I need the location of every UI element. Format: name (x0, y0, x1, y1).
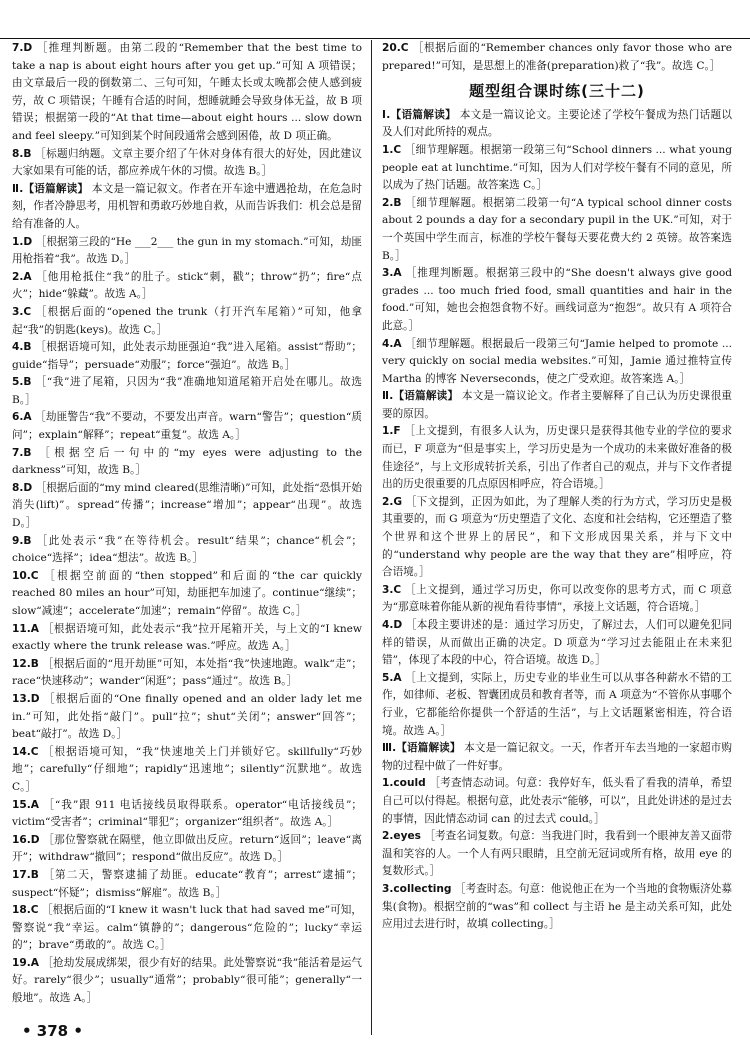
item-number: 7. (12, 446, 24, 459)
answer-item (382, 423, 732, 493)
item-explanation: ［“我”进了尾箱，只因为“我”准确地知道尾箱开启处在哪儿。故选 B。］ (12, 376, 362, 406)
answer-item (12, 656, 362, 691)
item-explanation: ［根据后面的“甩开劫匪”可知，本处指“我”快速地跑。walk“走”；race“快速移动”；wander“闲逛”；pass“通过”。故选 B。］ (12, 657, 362, 688)
item-answer: A (30, 956, 39, 969)
answer-item (12, 480, 362, 533)
item-explanation: ［考查名词复数。句意：当我进门时，我看到一个眼神友善又面带温和笑容的人。一个人有两只眼睛，且空前无冠词或所有格，故用 eye 的复数形式。］ (382, 830, 732, 878)
answer-item (12, 339, 362, 374)
item-explanation: ［劫匪警告“我”不要动，不要发出声音。warn“警告”；question“质问”；explain“解释”；repeat“重复”。故选 A。］ (12, 411, 362, 442)
item-number: 3. (382, 267, 394, 280)
section-text: 本文是一篇议论文。主要论述了学校午餐成为热门话题以及人们对此所持的观点。 (382, 108, 732, 139)
answer-item (12, 40, 362, 146)
item-explanation: ［上文提到，有很多人认为，历史课只是获得其他专业的学位的要求而已，F 项意为“但是事实上，学习历史是为一个成功的未来做好准备的极佳途径”，与上文形成转折关系，引出了作者自己的观点，并与下文作者提出的历史很重要的几点原因相呼应，符合语境。］ (382, 425, 733, 491)
answer-item (12, 568, 362, 621)
item-answer: A (23, 411, 32, 424)
item-number: 2. (12, 270, 24, 283)
item-explanation: ［细节理解题。根据最后一段第三句“Jamie helped to promote ... very quickly on social media websites.”可知，Jamie 通过推特宣传 Martha 的博客 Neverseconds，使之广受欢迎。故答案选 A。］ (382, 337, 733, 385)
item-answer: C (30, 904, 39, 917)
item-number: 9. (12, 534, 24, 547)
item-answer: B (23, 147, 32, 160)
item-explanation: ［推理判断题。由第二段的“Remember that the best time to take a nap is about eight hours after you get up.”可知 A 项错误；由文章最后一段的倒数第二、三句可知，午睡太长或太晚都会使人感到疲劳，故 C 项错误；午睡有合适的时间，想睡就睡会导致身体无益，故 B 项错误；根据第一段的“At that time—about eight hours ... slow down and feel sleepy.”可知到某个时间段通常会感到困倦，故 D 项正确。 (12, 42, 362, 142)
item-number: 18. (12, 904, 31, 917)
answer-item (382, 670, 732, 740)
item-answer: A (30, 798, 39, 811)
answer-item (12, 269, 362, 304)
item-explanation: ［根据空后一句中的“my eyes were adjusting to the darkness”可知，故选 B。］ (12, 446, 362, 477)
answer-item (382, 828, 732, 881)
answer-item (382, 336, 732, 389)
item-explanation: ［根据第三段的“He ___2___ the gun in my stomach.”可知，劫匪用枪指着“我”。故选 D。］ (12, 235, 363, 266)
item-number: 16. (12, 833, 31, 846)
answer-item (12, 744, 362, 797)
section-intro (382, 388, 732, 423)
item-explanation: ［他用枪抵住“我”的肚子。stick“刺，戳”；throw“扔”；fire“点火”；hide“躲藏”。故选 A。］ (12, 270, 362, 301)
item-number: 2. (382, 830, 394, 843)
item-number: 6. (12, 411, 24, 424)
item-number: 14. (12, 745, 31, 758)
item-explanation: ［考查时态。句意：他说他正在为一个当地的食物赈济处募集(食物)。根据空前的“was”和 collect 与主语 he 是主动关系可知，此处应用过去进行时，故填 collecting。］ (382, 882, 732, 931)
item-explanation: ［根据空前面的“then stopped”和后面的“the car quickly reached 80 miles an hour”可知，劫匪把车加速了。continue“继续”；slow“减速”；accelerate“加速”；remain“停留”。故选 C。］ (12, 569, 362, 617)
item-answer: D (30, 833, 40, 846)
item-answer: C (393, 583, 402, 596)
item-number: 12. (12, 657, 31, 670)
item-number: 19. (12, 956, 31, 969)
item-explanation: ［第二天，警察逮捕了劫匪。educate“教育”；arrest“逮捕”；suspect“怀疑”；dismiss“解雇”。故选 B。］ (12, 868, 363, 899)
item-number: 20. (382, 42, 401, 54)
item-number: 4. (382, 619, 394, 631)
section-text: 本文是一篇议论文。作者主要解释了自己认为历史课很重要的原因。 (382, 390, 732, 420)
answer-item (12, 146, 362, 181)
item-answer: G (393, 495, 403, 508)
item-number: 4. (12, 341, 24, 354)
item-number: 17. (12, 868, 31, 881)
item-explanation: ［标题归纳题。文章主要介绍了午休对身体有很大的好处，因此建议大家如果有可能的话，都应养成午休的习惯。故选 B。］ (12, 147, 362, 178)
item-number: 15. (12, 798, 31, 811)
answer-item (382, 195, 732, 265)
answer-item (12, 374, 362, 409)
item-answer: C (393, 143, 402, 156)
item-number: 1. (382, 425, 394, 438)
answer-item (382, 142, 732, 195)
answer-item (12, 797, 362, 832)
item-number: 7. (12, 42, 24, 54)
section-text: 本文是一篇记叙文。作者在开车途中遭遇抢劫，在危急时刻，作者冷静思考，用机智和勇敢巧妙地自救，从而告诉我们：机会总是留给有准备的人。 (12, 182, 362, 230)
item-answer: B (23, 376, 32, 389)
item-number: 11. (12, 622, 31, 635)
item-number: 1. (382, 777, 394, 790)
item-explanation: ［根据后面的“I knew it wasn't luck that had saved me”可知，警察说“我”幸运。calm“镇静的”；dangerous“危险的”；lucky“幸运的”；brave“勇敢的”。故选 C。］ (12, 904, 363, 952)
item-explanation: ［根据后面的“Remember chances only favor those who are prepared!”可知，是思想上的准备(preparation)救了“我”。故选 C。］ (382, 42, 732, 72)
item-answer: B (393, 196, 402, 209)
item-answer: B (23, 446, 32, 459)
item-explanation: ［推理判断题。根据第三段中的“She doesn't always give good grades ... too much fried food, small quantities and hair in the food.”可知，她也会抱怨食物不好。画线词意为“抱怨”。故只有 A 项符合此意。］ (382, 267, 733, 332)
item-answer: D (23, 42, 33, 54)
section-intro (382, 740, 732, 775)
item-explanation: ［细节理解题。根据第二段第一句“A typical school dinner costs about 2 pounds a day for a secondary pupil in the UK.”可知，对于一个英国中学生而言，标准的学校午餐每天要花费大约 2 英镑。故答案选 B。］ (382, 196, 732, 262)
item-explanation: ［下文提到，正因为如此，为了理解人类的行为方式，学习历史是极其重要的，而 G 项意为“历史塑造了文化、态度和社会结构，它还塑造了整个世界和这个世界上的居民”，和下文形成因果关系，并与下文中的“understand why people are the way that they are”相呼应，符合语境。］ (382, 495, 733, 579)
item-explanation: ［“我”跟 911 电话接线员取得联系。operator“电话接线员”；victim“受害者”；criminal“罪犯”；organizer“组织者”。故选 A。］ (12, 798, 363, 829)
top-rule (0, 38, 750, 39)
item-answer: C (30, 569, 39, 582)
item-number: 5. (382, 671, 394, 684)
left-column (12, 40, 362, 1008)
item-answer: F (393, 425, 401, 438)
item-explanation: ［根据语境可知，此处表示劫匪强迫“我”进入尾箱。assist“帮助”；guide“指导”；persuade“劝服”；force“强迫”。故选 B。］ (12, 341, 362, 371)
item-answer: D (23, 235, 33, 248)
item-number: 3. (382, 882, 394, 895)
item-explanation: ［根据后面的“One finally opened and an older lady let me in.”可知，此处指“敲门”。pull“拉”；shut“关闭”；answer“回答”；beat“敲打”。故选 D。］ (12, 692, 362, 741)
item-answer: A (23, 270, 32, 283)
item-explanation: ［抢劫发展成绑架，很少有好的结果。此处警察说“我”能活着是运气好。rarely“很少”；usually“通常”；probably“很可能”；generally“一般地”。故选 A。］ (12, 956, 362, 1005)
right-column (382, 40, 732, 934)
item-answer: D (23, 481, 33, 494)
item-number: 1. (12, 235, 24, 248)
answer-item (12, 533, 362, 568)
item-number: 4. (382, 337, 394, 350)
item-explanation: ［上文提到，通过学习历史，你可以改变你的思考方式，而 C 项意为“那意味着你能从新的视角看待事情”，承接上文话题，符合语境。］ (382, 583, 732, 614)
section-text: 本文是一篇记叙文。一天，作者开车去当地的一家超市购物的过程中做了一件好事。 (382, 742, 733, 772)
answer-item (382, 265, 732, 335)
item-answer: C (30, 745, 39, 758)
section-heading: 题型组合课时练(三十二) (469, 82, 645, 101)
item-explanation: ［本段主要讲述的是：通过学习历史，了解过去，人们可以避免犯同样的错误，从而做出正确的决定。D 项意为“学习过去能阻止在未来犯错”，体现了本段的中心，符合语境。故选 D。］ (382, 619, 732, 667)
answer-item (12, 234, 362, 269)
section-intro (382, 107, 732, 142)
item-number: 10. (12, 569, 31, 582)
item-answer: B (30, 657, 39, 670)
item-number: 2. (382, 196, 394, 209)
item-number: 13. (12, 692, 31, 705)
item-answer: collecting (393, 882, 452, 895)
item-answer: B (23, 341, 32, 354)
item-explanation: ［根据后面的“opened the trunk（打开汽车尾箱）”可知，他拿起“我”的钥匙(keys)。故选 C。］ (12, 305, 362, 336)
item-number: 3. (382, 583, 394, 596)
item-answer: A (393, 671, 402, 684)
item-number: 3. (12, 305, 24, 318)
item-answer: A (393, 267, 402, 280)
answer-item (382, 617, 732, 670)
item-explanation: ［根据后面的“my mind cleared(思维清晰)”可知，此处指“恐惧开始消失(lift)”。spread“传播”；increase“增加”；appear“出现”。故选 D。］ (12, 481, 362, 530)
item-explanation: ［上文提到，实际上，历史专业的毕业生可以从事各种薪水不错的工作，如律师、老板、智囊团成员和教育者等，而 A 项意为“不管你从事哪个行业，它都能给你提供一个舒适的生活”，与上文话题紧密相连，符合语境。故选 A。］ (382, 671, 733, 737)
item-answer: B (30, 868, 39, 881)
item-explanation: ［根据语境可知，“我”快速地关上门并锁好它。skillfully“巧妙地”；carefully“仔细地”；rapidly“迅速地”；silently“沉默地”。故选 C。］ (12, 745, 362, 793)
item-explanation: ［考查情态动词。句意：我停好车，低头看了看我的清单，希望自己可以付得起。根据句意，此处表示“能够，可以”，且此处讲述的是过去的事情，因此情态动词 can 的过去式 could。］ (382, 777, 732, 825)
answer-item (12, 902, 362, 955)
answer-item (12, 445, 362, 480)
item-answer: B (23, 534, 32, 547)
item-answer: could (393, 777, 426, 790)
item-answer: C (400, 42, 409, 54)
item-explanation: ［此处表示“我”在等待机会。result“结果”；chance“机会”；choice“选择”；idea“想法”。故选 B。］ (12, 534, 362, 565)
answer-item (382, 494, 732, 582)
answer-item (12, 621, 362, 656)
item-explanation: ［根据语境可知，此处表示“我”拉开尾箱开关，与上文的“I knew exactly where the trunk release was.”呼应。故选 A。］ (12, 622, 362, 653)
item-number: 2. (382, 495, 394, 508)
answer-item (382, 582, 732, 617)
answer-item (382, 775, 732, 828)
section-tag: Ⅱ.【语篇解读】 (382, 390, 459, 403)
answer-item (12, 409, 362, 444)
item-number: 5. (12, 376, 24, 389)
item-explanation: ［那位警察就在隔壁，他立即做出反应。return“返回”；leave“离开”；withdraw“撤回”；respond“做出反应”。故选 D。］ (12, 833, 362, 864)
item-answer: eyes (393, 830, 421, 843)
item-explanation: ［细节理解题。根据第一段第三句“School dinners ... what young people eat at lunchtime.”可知，因为人们对学校午餐有不同的意见，所以成为了热门话题。故答案选 C。］ (382, 143, 732, 192)
column-divider (371, 40, 372, 1035)
item-number: 8. (12, 147, 24, 160)
item-answer: A (393, 337, 402, 350)
answer-item (382, 881, 732, 934)
section-tag: Ⅱ.【语篇解读】 (12, 182, 89, 195)
item-answer: D (393, 619, 403, 631)
section-intro (12, 181, 362, 234)
answer-item (12, 304, 362, 339)
item-answer: A (30, 622, 39, 635)
item-number: 1. (382, 143, 394, 156)
answer-item (382, 40, 732, 75)
page-number: • 378 • (22, 1022, 83, 1040)
section-tag: Ⅰ.【语篇解读】 (382, 108, 457, 121)
item-answer: C (23, 305, 32, 318)
answer-item (12, 955, 362, 1008)
answer-item (12, 867, 362, 902)
item-number: 8. (12, 481, 24, 494)
answer-item (12, 691, 362, 744)
item-answer: D (30, 692, 40, 705)
answer-item (12, 832, 362, 867)
section-tag: Ⅲ.【语篇解读】 (382, 742, 461, 755)
